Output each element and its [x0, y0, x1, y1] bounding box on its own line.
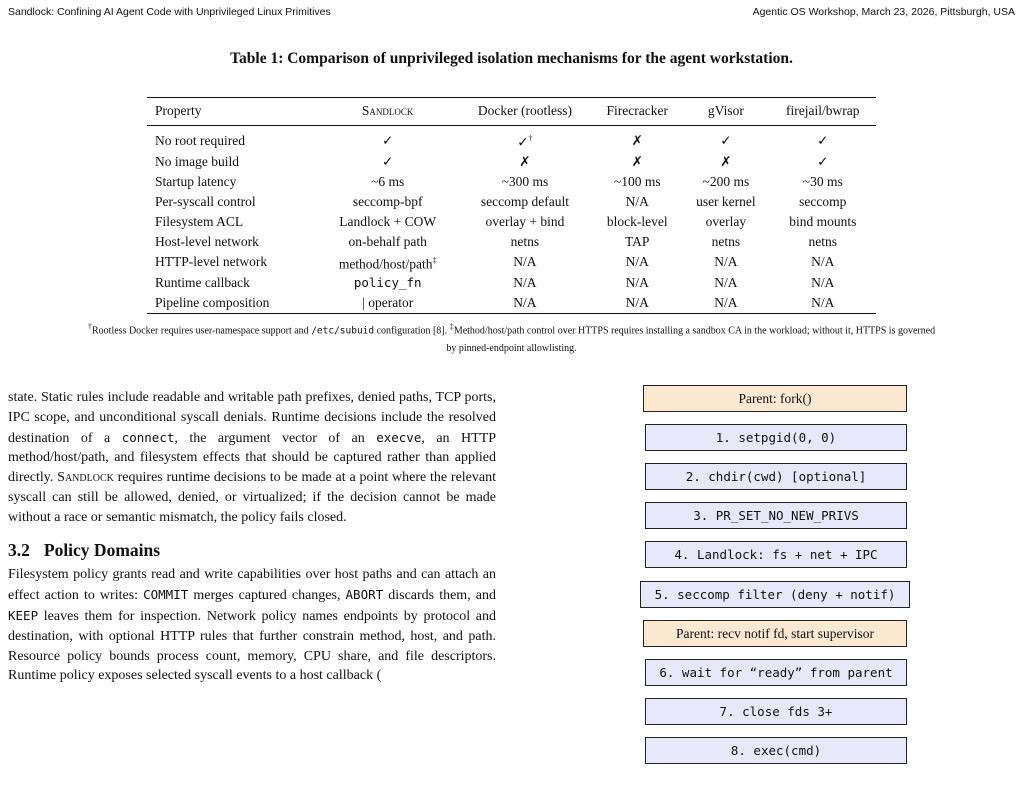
table-cell: | operator [362, 295, 414, 310]
table-cell: ~30 ms [802, 173, 843, 189]
footnote-text: Method/host/path control over HTTPS requires installing a sandbox CA in the workload; without it, HTTPS is governed [453, 325, 936, 337]
footnote-double-dagger: ‡ [449, 322, 454, 331]
table-cell: ✗ [631, 153, 643, 169]
table-row [147, 192, 876, 212]
table-cell [318, 252, 458, 274]
section-heading [8, 541, 496, 561]
table-cell: ✓ [817, 153, 829, 169]
table-cell: overlay + bind [485, 213, 565, 229]
table-cell: HTTP-level network [155, 254, 268, 270]
table-cell: Host-level network [155, 233, 259, 249]
table-cell: N/A [625, 193, 649, 209]
column-header: firejail/bwrap [786, 103, 860, 118]
table-cell: ~6 ms [371, 173, 405, 189]
table-cell: Filesystem ACL [155, 213, 244, 229]
table-cell: ✗ [519, 153, 531, 169]
table-cell: seccomp default [480, 193, 569, 209]
table-cell: ✗ [631, 132, 643, 148]
table-cell: N/A [714, 254, 738, 270]
flow-step-label: 8. exec(cmd) [730, 743, 822, 758]
section-number: 3.2 [8, 539, 30, 560]
table-cell: N/A [811, 295, 835, 310]
table-cell: ~300 ms [501, 173, 549, 189]
table-cell: N/A [625, 254, 649, 270]
table-row [147, 172, 876, 192]
table-cell: ✓ [382, 153, 394, 169]
table-cell-value: ✓ [517, 134, 529, 150]
table-cell: N/A [513, 275, 537, 290]
footnote-mark-dagger: † [528, 134, 533, 143]
table-cell: ✓ [720, 132, 732, 148]
flow-step-label: 7. close fds 3+ [719, 704, 833, 719]
comparison-table [147, 97, 876, 314]
column-header: Sandlock [361, 103, 414, 118]
flow-step-label: 2. chdir(cwd) [optional] [685, 469, 867, 484]
table-cell: block-level [606, 213, 668, 229]
table-cell: ~100 ms [613, 173, 661, 189]
footnote-text: Rootless Docker requires user-namespace support and [92, 325, 312, 337]
table-cell: No image build [155, 153, 239, 169]
table-cell-value: method/host/path [338, 256, 433, 271]
table-cell: N/A [811, 254, 835, 270]
flow-step-child [645, 737, 907, 764]
footnote-code: /etc/subuid [311, 325, 375, 337]
column-header: Property [155, 103, 202, 118]
table-cell: Per-syscall control [155, 193, 256, 209]
body-text: merges captured changes, [188, 588, 346, 604]
body-text: , the argument vector of an [174, 430, 377, 446]
footnote-mark-double-dagger: ‡ [432, 255, 437, 265]
footnote-line-2: by pinned-endpoint allowlisting. [446, 343, 577, 355]
body-text: requires runtime decisions to be made at a point where the relevant syscall can still be allowed, denied, or virtualized; if the decision cannot be made without a race or semantic mismatch, the policy fails closed. [8, 470, 496, 525]
footnote-dagger: † [87, 322, 92, 331]
inline-code: COMMIT [143, 587, 189, 603]
table-cell: netns [510, 233, 540, 249]
table-header-row [147, 98, 876, 126]
body-text: state. Static rules include readable and writable path prefixes, denied paths, TCP ports, IPC scope, and unconditional syscall denials. Runtime decisions include the resolved destination of a [8, 390, 496, 446]
running-header-venue: Agentic OS Workshop, March 23, 2026, Pittsburgh, USA [752, 6, 1015, 18]
flow-step-label: 6. wait for “ready” from parent [659, 665, 893, 680]
table-cell: No root required [155, 132, 245, 148]
table-cell: ✗ [720, 153, 732, 169]
table-cell: N/A [714, 275, 738, 290]
flow-step-child [640, 581, 910, 608]
table-cell: overlay [705, 213, 747, 229]
table-cell: N/A [513, 254, 537, 270]
table-cell: netns [711, 233, 741, 249]
inline-code: ABORT [345, 587, 384, 603]
table-cell: netns [808, 233, 838, 249]
flow-step-child [645, 424, 907, 451]
body-text: leaves them for inspection. Network policy names endpoints by protocol and destination, with optional HTTP rules that further constrain method, host, and path. Resource policy bounds process count, memory, CPU share, and file descriptors. Runtime policy exposes selected syscall events to a host callback ( [8, 608, 496, 684]
footnote-text: configuration [8]. [374, 325, 450, 337]
table-cell: N/A [625, 295, 649, 310]
table-row [147, 273, 876, 293]
inline-code: execve [376, 429, 422, 445]
body-paragraph [8, 565, 496, 686]
body-column-left [8, 388, 496, 686]
section-title: Policy Domains [43, 539, 161, 560]
table-cell: seccomp-bpf [352, 193, 423, 209]
table-cell: user kernel [696, 193, 756, 209]
body-text: discards them, and [383, 588, 496, 604]
table-cell: ✓ [382, 132, 394, 148]
table-row [147, 126, 876, 152]
table-row [147, 293, 876, 314]
table-cell: Runtime callback [155, 275, 250, 290]
table-cell: bind mounts [789, 213, 857, 229]
table-row [147, 252, 876, 274]
inline-code: connect [121, 429, 175, 445]
table-cell: ~200 ms [702, 173, 750, 189]
table-cell: N/A [513, 295, 537, 310]
flow-step-child [645, 659, 907, 686]
flow-step-label: 3. PR_SET_NO_NEW_PRIVS [693, 508, 859, 523]
table-cell: TAP [625, 233, 650, 249]
table-cell: N/A [811, 275, 835, 290]
table-cell: Startup latency [155, 173, 237, 189]
body-text: Filesystem policy grants read and write capabilities over host paths and can attach an effect action to writes: [8, 567, 496, 604]
footnote-line-1 [0, 318, 1023, 340]
table-row [147, 232, 876, 252]
flow-step-label: Parent: recv notif fd, start supervisor [676, 625, 874, 641]
table-caption: Table 1: Comparison of unprivileged isolation mechanisms for the agent workstation. [230, 50, 793, 67]
table-cell: seccomp [799, 193, 847, 209]
column-header: Firecracker [606, 103, 668, 118]
running-header-title: Sandlock: Confining AI Agent Code with Unprivileged Linux Primitives [8, 6, 331, 18]
flow-step-label: Parent: fork() [738, 390, 812, 406]
flow-step-child [645, 463, 907, 490]
flow-step-child [645, 502, 907, 529]
flow-step-child [645, 541, 907, 568]
flow-step-child [645, 698, 907, 725]
table-cell [458, 126, 593, 152]
body-text: , an HTTP method/host/path, and filesystem effects that should be captured rather than applied directly. [8, 430, 496, 486]
flow-step-label: 5. seccomp filter (deny + notif) [654, 587, 896, 602]
column-header: Docker (rootless) [477, 103, 572, 118]
system-name: Sandlock [57, 470, 114, 486]
table-row [147, 212, 876, 232]
inline-code: KEEP [8, 607, 39, 623]
flow-step-label: 1. setpgid(0, 0) [715, 430, 837, 445]
column-header: gVisor [707, 103, 744, 118]
table-cell: Landlock + COW [339, 213, 437, 229]
table-cell: N/A [625, 275, 649, 290]
table-cell: ✓ [817, 132, 829, 148]
table-cell: Pipeline composition [155, 295, 270, 310]
table-footnote [0, 318, 1023, 358]
flow-step-parent [643, 620, 907, 647]
flow-step-label: 4. Landlock: fs + net + IPC [674, 547, 878, 562]
table-cell: on-behalf path [348, 233, 427, 249]
flow-step-parent [643, 385, 907, 412]
table-cell: policy_fn [353, 275, 422, 290]
table-row [147, 152, 876, 172]
table-cell: N/A [714, 295, 738, 310]
body-paragraph [8, 388, 496, 528]
